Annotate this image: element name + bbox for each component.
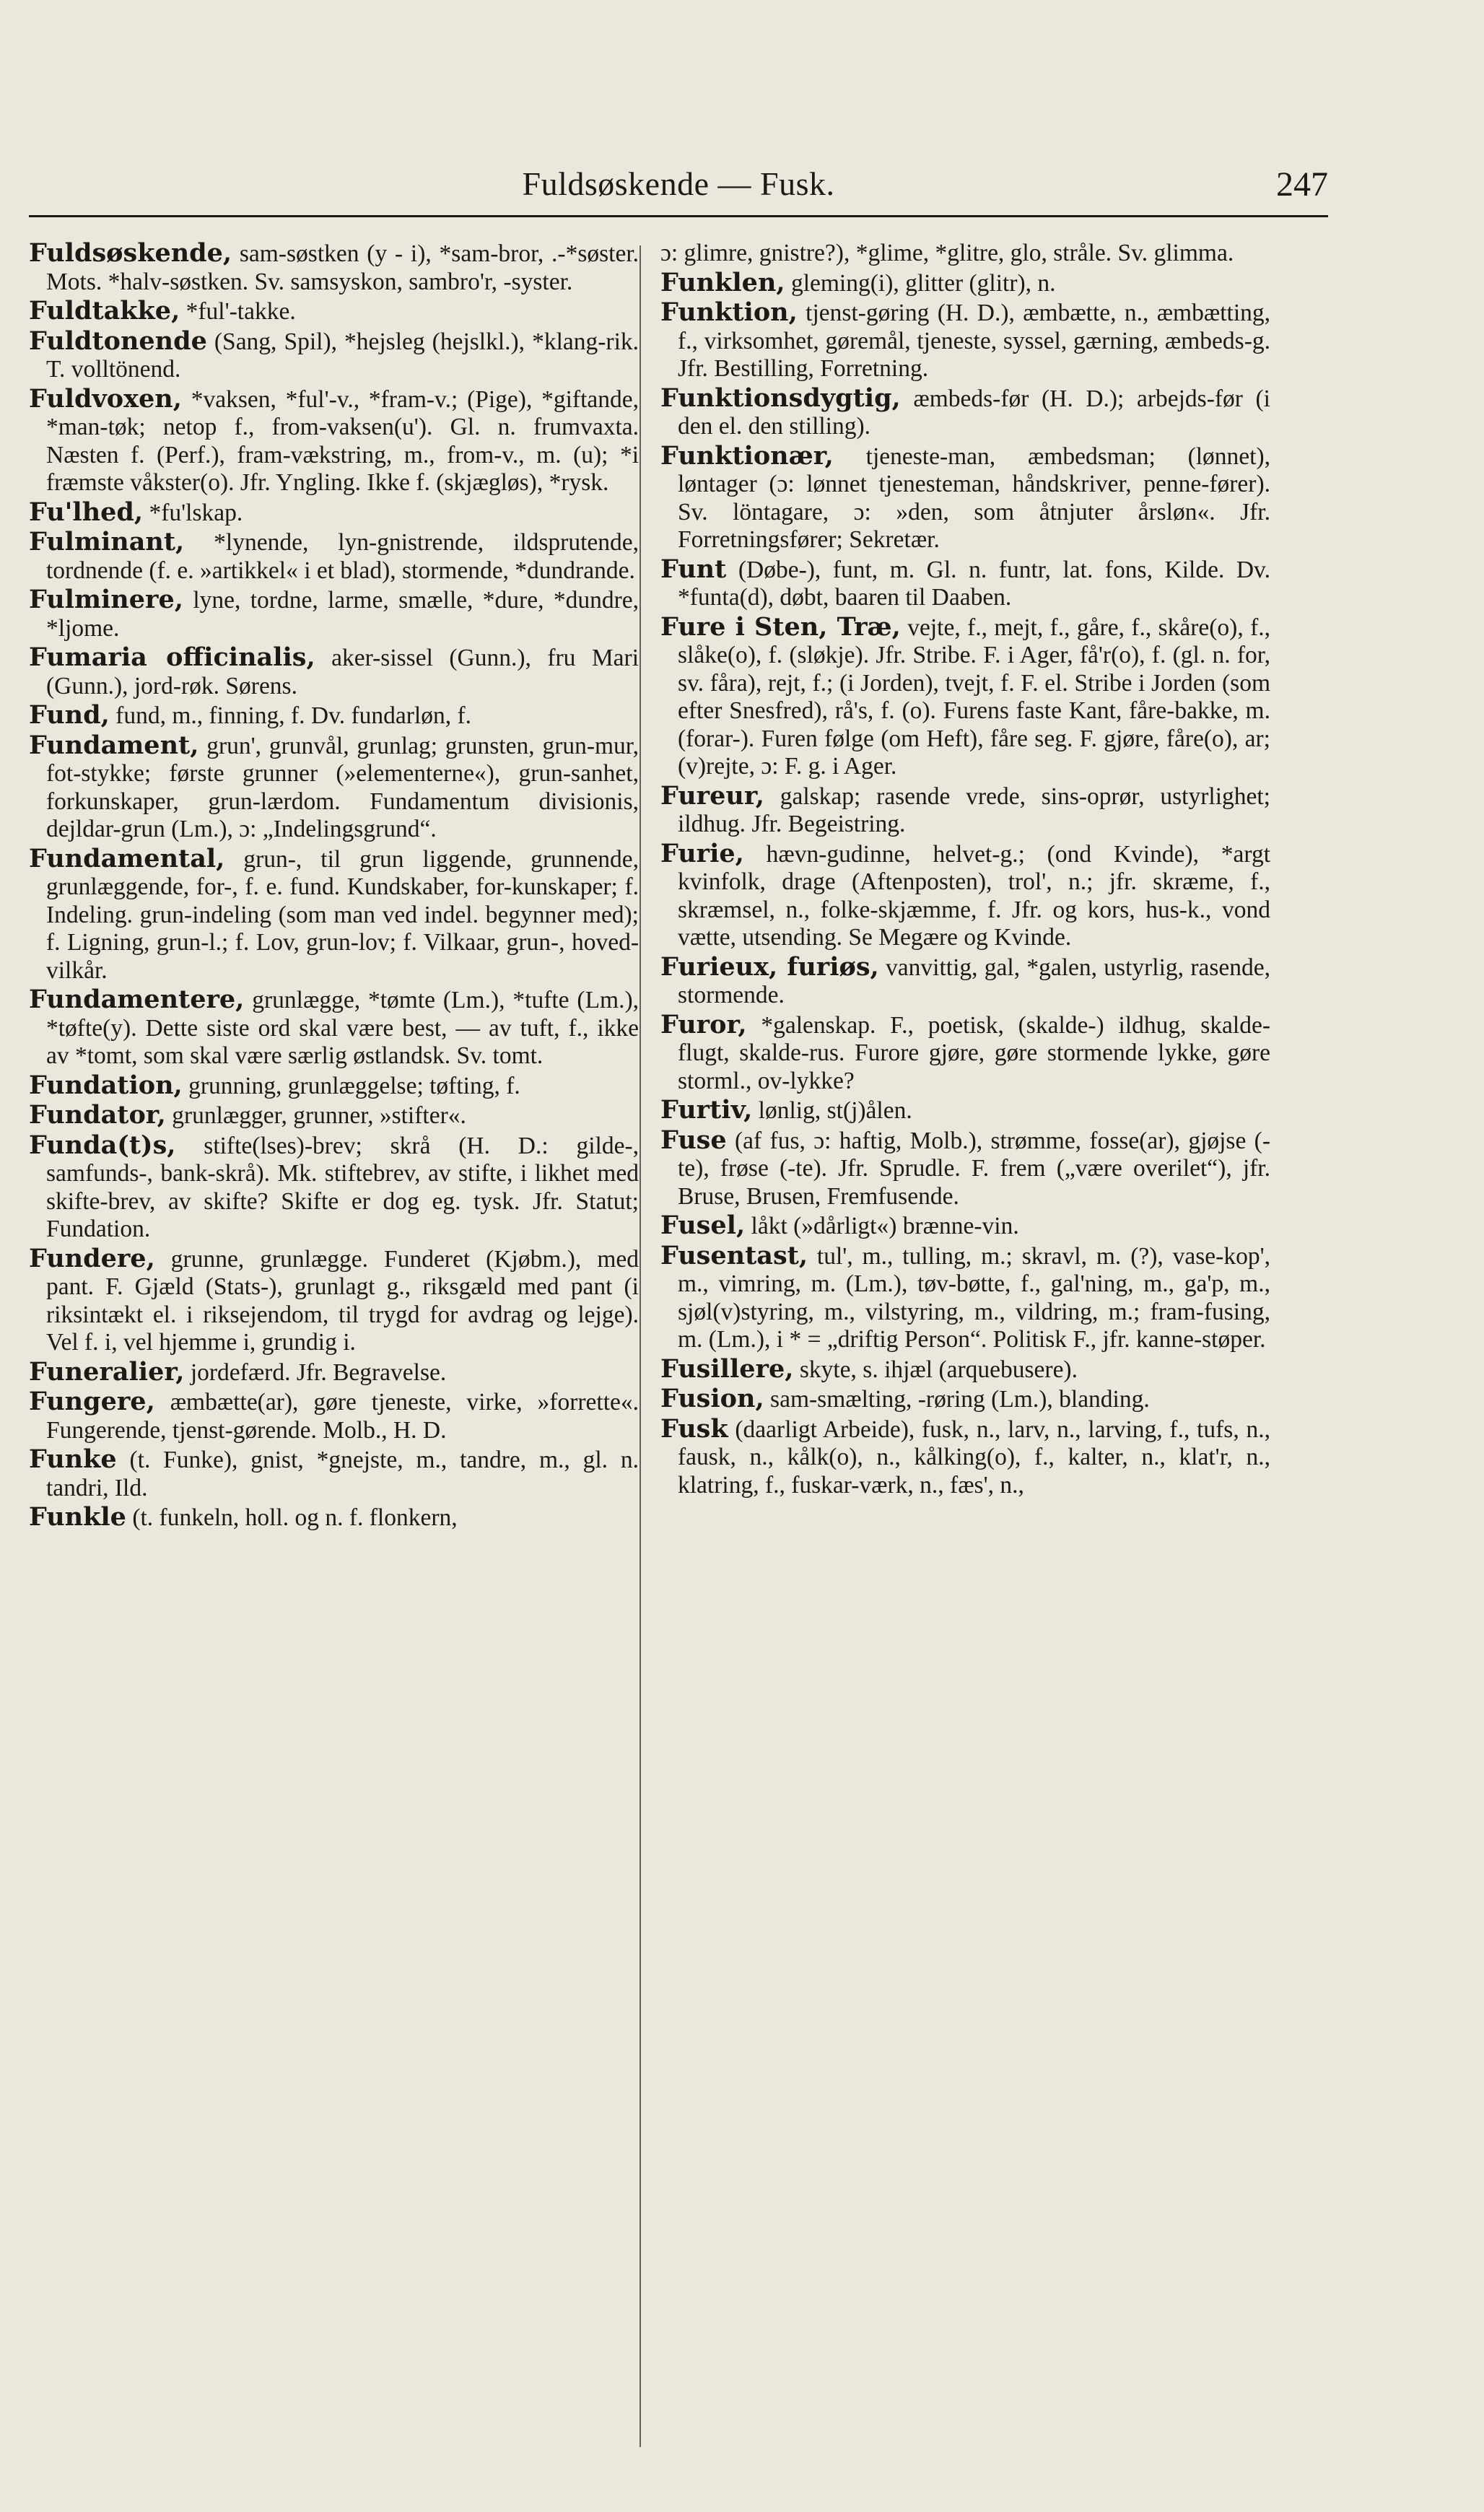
entry-definition: tjenst-gøring (H. D.), æmbætte, n., æmbætting, f., virksomhet, gøremål, tjeneste, syssel, gærning, æmbeds-g. Jfr. Bestilling, Forretning. [678,300,1270,382]
entry-headword: Furie, [660,838,744,868]
left-column [29,240,639,2448]
entry-definition: *fu'lskap. [149,499,243,526]
entry-definition: (Døbe-), funt, m. Gl. n. funtr, lat. fons, Kilde. Dv. *funta(d), døbt, baaren til Daaben. [678,556,1270,611]
entry-definition: låkt (»dårligt«) brænne-vin. [751,1213,1019,1239]
entry-headword: Fusentast, [660,1240,808,1270]
dictionary-entry [660,269,1270,298]
dictionary-entry [660,782,1270,839]
entry-definition: (daarligt Arbeide), fusk, n., larv, n., larving, f., tufs, n., fausk, n., kålk(o), n., kålking(o), f., kalter, n., klat'r, n., klatring, f., fuskar-værk, n., fæs', n., [678,1416,1270,1499]
dictionary-entry [660,1413,1270,1500]
dictionary-entry [660,840,1270,952]
entry-headword: Fundere, [29,1243,155,1273]
entry-definition: sam-smælting, -røring (Lm.), blanding. [770,1386,1150,1413]
dictionary-entry [29,1446,639,1502]
entry-definition: stifte(lses)-brev; skrå (H. D.: gilde-, samfunds-, bank-skrå). Mk. stiftebrev, av stifte, i likhet med skifte-brev, av skifte? Skifte er dog eg. tysk. Jfr. Statut; Fundation. [46,1132,639,1242]
dictionary-entry [29,702,639,731]
dictionary-entry [29,240,639,296]
dictionary-entry [29,1245,639,1357]
entry-headword: Fusk [660,1413,728,1444]
page-number: 247 [1276,165,1328,204]
dictionary-entry [660,1242,1270,1354]
entry-definition: skyte, s. ihjæl (arquebusere). [799,1356,1078,1383]
dictionary-entry [29,732,639,844]
entry-definition: grunne, grunlægge. Funderet (Kjøbm.), med pant. F. Gjæld (Stats-), grunlagt g., riksgæld med pant (i riksintækt el. i riksejendom, til trygd for avdrag og lejge). Vel f. i, vel hjemme i, grundig i. [46,1245,639,1356]
entry-headword: Furor, [660,1009,747,1039]
header-rule [29,215,1328,217]
right-column [660,240,1270,2448]
entry-headword: Fureur, [660,780,764,811]
entry-definition: vanvittig, gal, *galen, ustyrlig, rasende, stormende. [678,954,1270,1008]
dictionary-entry [29,644,639,700]
entry-headword: Fuldsøskende, [29,240,232,268]
dictionary-entry [29,499,639,528]
column-divider [640,245,641,2447]
entry-headword: Fundamentere, [29,985,245,1014]
entry-headword: Fulminere, [29,585,183,614]
dictionary-entry [29,586,639,642]
entry-definition: grun-, til grun liggende, grunnende, grunlæggende, for-, f. e. fund. Kundskaber, for-kunskaper; f. Indeling. grun-indeling (som man ved indel. begynner med); f. Ligning, grun-l.; f. Lov, grun-lov; f. Vilkaar, grun-, hoved-vilkår. [46,845,639,984]
dictionary-entry [660,1127,1270,1211]
entry-headword: Fuse [660,1125,727,1155]
dictionary-entry [660,1011,1270,1096]
entry-headword: Fusel, [660,1211,746,1240]
dictionary-entry [29,528,639,585]
entry-definition: (af fus, ɔ: haftig, Molb.), strømme, fosse(ar), gjøjse (-te), frøse (-te). Jfr. Sprudle. F. frem („være overilet“), jfr. Bruse, Brusen, Fremfusende. [678,1127,1270,1210]
entry-definition: æmbeds-før (H. D.); arbejds-før (i den el. den stilling). [678,385,1270,440]
entry-headword: Fund, [29,700,110,730]
dictionary-entry [29,297,639,326]
entry-definition: (t. funkeln, holl. og n. f. flonkern, [132,1504,458,1531]
dictionary-entry [660,385,1270,441]
dictionary-entry [660,1212,1270,1241]
entry-definition: lyne, tordne, larme, smælle, *dure, *dundre, *ljome. [46,587,639,642]
entry-headword: Funke [29,1444,117,1474]
dictionary-entry [660,951,1270,1010]
entry-definition: ɔ: glimre, gnistre?), *glime, *glitre, glo, stråle. Sv. glimma. [660,240,1234,266]
dictionary-entry [29,328,639,384]
entry-definition: hævn-gudinne, helvet-g.; (ond Kvinde), *argt kvinfolk, drage (Aftenposten), trol', n.; jfr. skræme, f., skræmsel, n., folke-skjæmme, f. Jfr. og kors, hus-k., vond vætte, utsending. Se Megære og Kvinde. [678,840,1270,951]
entry-headword: Fuldtonende [29,326,207,356]
dictionary-entry [660,299,1270,383]
entry-headword: Funeralier, [29,1356,185,1387]
dictionary-entry [660,240,1270,268]
dictionary-entry [660,1353,1270,1384]
page-header [29,165,1328,215]
entry-headword: Funt [660,554,727,584]
entry-headword: Fungere, [29,1387,155,1416]
entry-definition: *lynende, lyn-gnistrende, ildsprutende, tordnende (f. e. »artikkel« i et blad), stormende, *dundrande. [46,529,639,584]
dictionary-entry [660,611,1270,781]
dictionary-entry [660,556,1270,612]
entry-definition: (Sang, Spil), *hejsleg (hejslkl.), *klang-rik. T. volltönend. [46,328,639,383]
entry-headword: Fundation, [29,1070,183,1100]
entry-headword: Fumaria officinalis, [29,642,315,672]
entry-definition: *ful'-takke. [186,298,296,325]
dictionary-entry [660,442,1270,554]
entry-definition: grunning, grunlæggelse; tøfting, f. [188,1072,520,1099]
entry-definition: fund, m., finning, f. Dv. fundarløn, f. [115,702,471,729]
dictionary-entry [29,1102,639,1130]
entry-definition: lønlig, st(j)ålen. [758,1097,912,1124]
entry-headword: Fusillere, [660,1353,794,1384]
dictionary-entry [660,1385,1270,1414]
entry-headword: Fuldvoxen, [29,383,182,414]
entry-definition: aker-sissel (Gunn.), fru Mari (Gunn.), jord-røk. Sørens. [46,645,639,699]
entry-headword: Fu'lhed, [29,497,144,527]
entry-definition: *vaksen, *ful'-v., *fram-v.; (Pige), *giftande, *man-tøk; netop f., from-vaksen(u'). Gl. n. frumvaxta. Næsten f. (Perf.), fram-vækstring, m., from-v., m. (u); *i fræmste våkster(o). Jfr. Yngling. Ikke f. (skjægløs), *rysk. [46,385,639,496]
entry-headword: Funkle [29,1502,126,1532]
entry-headword: Funktion, [660,297,798,327]
entry-definition: *galenskap. F., poetisk, (skalde-) ildhug, skalde-flugt, skalde-rus. Furore gjøre, gøre stormende lykke, gøre storml., ov-lykke? [678,1011,1270,1094]
entry-headword: Funktionsdygtig, [660,383,901,413]
entry-definition: grunlægger, grunner, »stifter«. [172,1102,466,1129]
dictionary-entry [29,1356,639,1387]
entry-definition: (t. Funke), gnist, *gnejste, m., tandre, m., gl. n. tandri, Ild. [46,1447,639,1501]
entry-headword: Fundamental, [29,843,225,873]
entry-headword: Fundament, [29,730,199,760]
entry-headword: Fundator, [29,1100,166,1130]
entry-definition: gleming(i), glitter (glitr), n. [790,269,1056,297]
entry-headword: Fuldtakke, [29,296,180,326]
entry-headword: Funktionær, [660,440,834,471]
entry-headword: Fusion, [660,1384,764,1413]
running-title: Fuldsøskende — Fusk. [522,165,835,202]
entry-definition: grunlægge, *tømte (Lm.), *tufte (Lm.), *tøfte(y). Dette siste ord skal være best, — av tuft, f., ikke av *tomt, som skal være særlig østlandsk. Sv. tomt. [46,987,639,1069]
dictionary-entry [29,845,639,985]
dictionary-entry [29,1132,639,1244]
entry-headword: Fulminant, [29,527,185,557]
entry-definition: jordefærd. Jfr. Begravelse. [190,1359,447,1386]
dictionary-entry [29,385,639,497]
entry-headword: Furtiv, [660,1095,753,1125]
entry-headword: Funklen, [660,267,785,297]
entry-definition: galskap; rasende vrede, sins-oprør, ustyrlighet; ildhug. Jfr. Begeistring. [678,782,1270,837]
entry-definition: vejte, f., mejt, f., gåre, f., skåre(o), f., slåke(o), f. (sløkje). Jfr. Stribe. F. i Ager, få'r(o), f. (gl. n. for, sv. fåra), rejt, f.; (i Jorden), tvejt, f. F. el. Stribe i Jorden (som efter Snesfred), rå's, f. (o). Furens faste Kant, fåre-bakke, m. (forar-). Furen følge (om Heft), fåre seg. F. gjøre, fåre(o), ar; (v)rejte, ɔ: F. g. i Ager. [678,614,1270,780]
dictionary-entry [29,986,639,1070]
entry-definition: æmbætte(ar), gøre tjeneste, virke, »forrette«. Fungerende, tjenst-gørende. Molb., H. D. [46,1389,639,1444]
entry-definition: tul', m., tulling, m.; skravl, m. (?), vase-kop', m., vimring, m. (Lm.), tøv-bøtte, f., gal'ning, m., ga'p, m., sjøl(v)styring, m., vilstyring, m., vildring, m.; fram-fusing, m. (Lm.), i * = „driftig Person“. Politisk F., jfr. kanne-støper. [678,1242,1270,1353]
dictionary-entry [29,1388,639,1444]
entry-headword: Funda(t)s, [29,1130,176,1160]
entry-headword: Fure i Sten, Træ, [660,611,901,642]
entry-definition: grun', grunvål, grunlag; grunsten, grun-mur, fot-stykke; første grunner (»elementerne«), grun-sanhet, forkunskaper, grun-lærdom. Fundamentum divisionis, dejldar-grun (Lm.), ɔ: „Indelingsgrund“. [46,732,639,842]
entry-definition: tjeneste-man, æmbedsman; (lønnet), løntager (ɔ: lønnet tjenesteman, håndskriver, penne-fører). Sv. löntagare, ɔ: »den, som åtnjuter årsløn«. Jfr. Forretningsfører; Sekretær. [678,442,1270,553]
dictionary-entry [29,1072,639,1101]
entry-definition: sam-søstken (y - i), *sam-bror, .-*søster. Mots. *halv-søstken. Sv. samsyskon, sambro'r, -syster. [46,240,639,295]
dictionary-entry [660,1096,1270,1125]
entry-headword: Furieux, furiøs, [660,951,879,982]
dictionary-entry [29,1504,639,1532]
